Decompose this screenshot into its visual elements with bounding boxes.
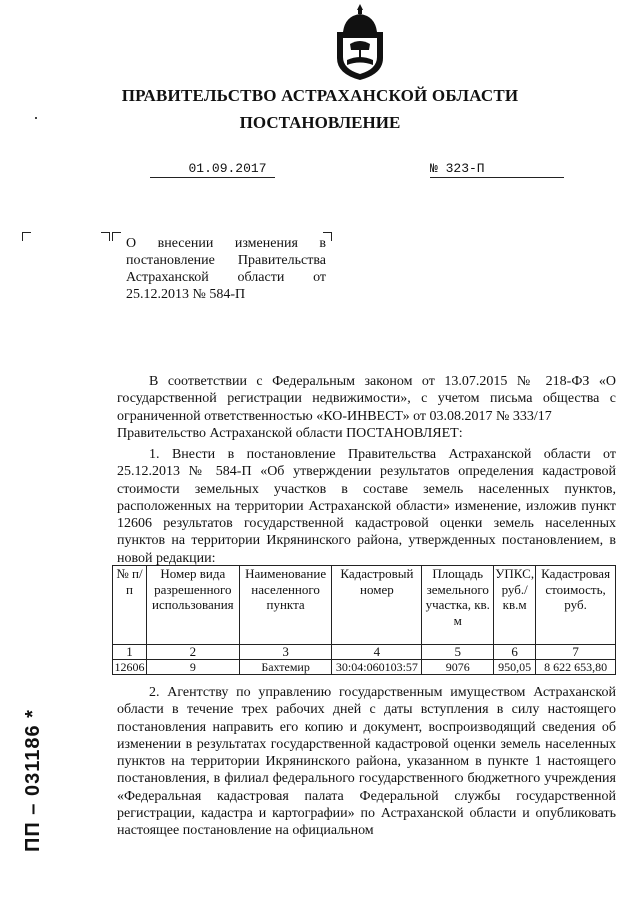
table-header-cell: Кадастровая стоимость, руб. xyxy=(536,566,616,645)
document-type-title: ПОСТАНОВЛЕНИЕ xyxy=(239,113,401,132)
table-cell: 6 xyxy=(494,645,536,660)
table-cell: 3 xyxy=(239,645,332,660)
bracket-corner xyxy=(22,232,31,241)
bracket-corner xyxy=(112,232,121,241)
table-header-cell: Площадь земельного участка, кв. м xyxy=(422,566,494,645)
table-header-cell: Наименование населенного пункта xyxy=(239,566,332,645)
table-cell: 12606 xyxy=(114,660,145,674)
resolution-line: Правительство Астраханской области ПОСТАНОВЛЯЕТ: xyxy=(117,426,463,441)
coat-of-arms-emblem xyxy=(333,2,387,82)
preamble-paragraph: В соответствии с Федеральным законом от 13.07.2015 № 218-ФЗ «О государственной регистрации недвижимости», с учетом письма общества с ограниченной ответственностью «КО-ИНВЕСТ» от 03.08.2017 № 333/17 xyxy=(117,374,616,424)
table-header-cell: Кадастровый номер xyxy=(332,566,422,645)
table-cell: 9076 xyxy=(422,660,494,675)
government-title: ПРАВИТЕЛЬСТВО АСТРАХАНСКОЙ ОБЛАСТИ xyxy=(121,86,519,105)
table-row xyxy=(113,660,616,675)
document-date: 01.09.2017 xyxy=(150,161,275,178)
table-header-row xyxy=(113,566,616,645)
clause-2-paragraph: 2. Агентству по управлению государственным имуществом Астраханской области в течение трех рабочих дней с даты вступления в силу настоящего постановления направить его копию и документ, воспроизводящий сведения об изменении в результатах государственной кадастровой оценки земель населенных пунктов на территории Икрянинского района, указанном в пункте 1 настоящего постановления, в филиал федерального государственного бюджетного учреждения «Федеральная кадастровая палата Федеральной службы государственной регистрации, кадастра и картографии» по Астраханской области и опубликовать настоящее постановление на официальном xyxy=(117,685,616,839)
table-header-cell: УПКС, руб./кв.м xyxy=(494,566,536,645)
clause-1-paragraph: 1. Внести в постановление Правительства Астраханской области от 25.12.2013 № 584-П «Об утверждении результатов определения кадастровой стоимости земельных участков в составе земель населенных пунктов, расположенных на территории Астраханской области» изменение, изложив пункт 12606 результатов государственной кадастровой оценки земель населенных пунктов на территории Икрянинского района, утвержденных постановлением, в новой редакции: xyxy=(117,447,616,566)
table-column-number-row xyxy=(113,645,616,660)
document-number: № 323-П xyxy=(430,161,564,178)
table-cell: 7 xyxy=(536,645,616,660)
table-header-cell: № п/п xyxy=(113,566,147,645)
bracket-corner xyxy=(101,232,110,241)
table-header-cell: Номер вида разрешенного использования xyxy=(146,566,239,645)
document-subject: О внесении изменения в постановление Правительства Астраханской области от 25.12.2013 № 584-П xyxy=(126,236,326,302)
table-cell: 950,05 xyxy=(494,660,536,675)
table-cell: Бахтемир xyxy=(239,660,332,675)
table-cell: 2 xyxy=(146,645,239,660)
table-cell: 9 xyxy=(146,660,239,675)
table-cell: 1 xyxy=(113,645,147,660)
side-registration-code: ПП – 031186 * xyxy=(22,709,44,852)
table-cell: 8 622 653,80 xyxy=(536,660,616,675)
cadastral-table xyxy=(112,565,616,675)
table-cell: 5 xyxy=(422,645,494,660)
table-cell: 30:04:060103:57 xyxy=(332,660,422,675)
table-cell: 4 xyxy=(332,645,422,660)
